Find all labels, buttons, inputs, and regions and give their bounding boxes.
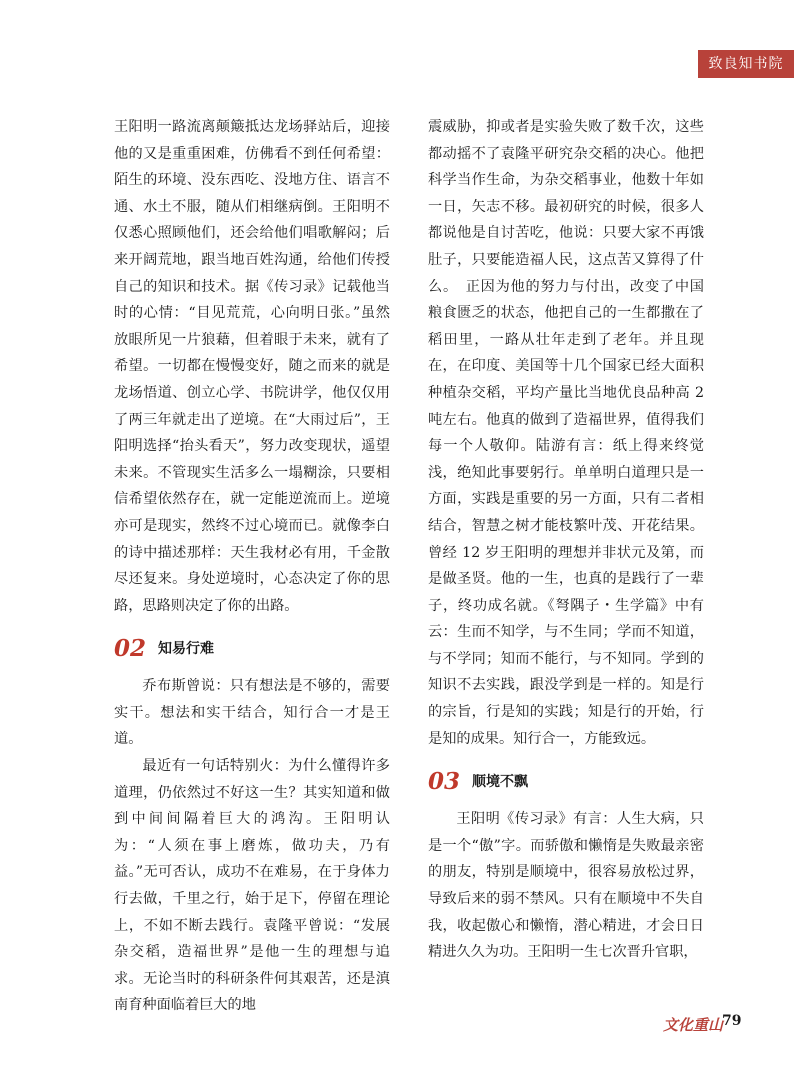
left-column	[114, 114, 390, 1019]
page-number: 79	[722, 1013, 742, 1029]
section-number: 02	[114, 634, 147, 662]
recent-paragraph: 最近有一句话特别火：为什么懂得许多道理，仍依然过不好这一生？其实知道和做到中间间隔着巨大的鸿沟。王阳明认为：“人须在事上磨炼，做功夫，乃有益。”无可否认，成功不在难易，在于身体力行去做，千里之行，始于足下，停留在理论上，不如不断去践行。袁隆平曾说：“发展杂交稻，造福世界”是他一生的理想与追求。无论当时的科研条件何其艰苦，还是滇南育种面临着巨大的地	[114, 758, 390, 1014]
header-brand-tag: 致良知书院	[698, 50, 794, 78]
section-heading-03	[428, 758, 704, 806]
right-column	[428, 114, 704, 966]
magazine-logo: 文化重山	[663, 1016, 724, 1034]
section-title: 顺境不飘	[472, 773, 528, 790]
section3-paragraph: 王阳明《传习录》有言：人生大病，只是一个“傲”字。而骄傲和懒惰是失败最亲密的朋友，特别是顺境中，很容易放松过界，导致后来的弱不禁风。只有在顺境中不失自我，收起傲心和懒惰，潜心精进，才会日日精进久久为功。王阳明一生七次晋升官职，	[428, 811, 704, 961]
jobs-paragraph: 乔布斯曾说：只有想法是不够的，需要实干。想法和实干结合，知行合一才是王道。	[114, 678, 390, 748]
section-heading-02	[114, 625, 390, 673]
section-number: 03	[428, 767, 461, 795]
continued-paragraph: 震威胁，抑或者是实验失败了数千次，这些都动摇不了袁隆平研究杂交稻的决心。他把科学当作生命，为杂交稻事业，他数十年如一日，矢志不移。最初研究的时候，很多人都说他是自讨苦吃，他说：只要大家不再饿肚子，只要能造福人民，这点苦又算得了什么。 正因为他的努力与付出，改变了中国粮食匮乏的状态，他把自己的一生都撒在了稻田里，一路从壮年走到了老年。并且现在，在印度、美国等十几个国家已经大面积种植杂交稻，平均产量比当地优良品种高 2 吨左右。他真的做到了造福世界，值得我们每一个人敬仰。陆游有言：纸上得来终觉浅，绝知此事要躬行。单单明白道理只是一方面，实践是重要的另一方面，只有二者相结合，智慧之树才能枝繁叶茂、开花结果。曾经 12 岁王阳明的理想并非状元及第，而是做圣贤。他的一生，也真的是践行了一辈子，终功成名就。《弩隅子・生学篇》中有云：生而不知学，与不生同；学而不知道，与不学同；知而不能行，与不知同。学到的知识不去实践，跟没学到是一样的。知是行的宗旨，行是知的实践；知是行的开始，行是知的成果。知行合一，方能致远。	[428, 119, 704, 747]
section-title: 知易行难	[158, 640, 214, 657]
intro-paragraph: 王阳明一路流离颠簸抵达龙场驿站后，迎接他的又是重重困难，仿佛看不到任何希望：陌生的环境、没东西吃、没地方住、语言不通、水土不服，随从们相继病倒。王阳明不仅悉心照顾他们，还会给他们唱歌解闷；后来开阔荒地，跟当地百姓沟通，给他们传授自己的知识和技术。据《传习录》记载他当时的心情：“目见荒荒，心向明日张。”虽然放眼所见一片狼藉，但着眼于未来，就有了希望。一切都在慢慢变好，随之而来的就是龙场悟道、创立心学、书院讲学，他仅仅用了两三年就走出了逆境。在“大雨过后”，王阳明选择“抬头看天”，努力改变现状，遥望未来。不管现实生活多么一塌糊涂，只要相信希望依然存在，就一定能逆流而上。逆境亦可是现实，然终不过心境而已。就像李白的诗中描述那样：天生我材必有用，千金散尽还复来。身处逆境时，心态决定了你的思路，思路则决定了你的出路。	[114, 119, 390, 614]
